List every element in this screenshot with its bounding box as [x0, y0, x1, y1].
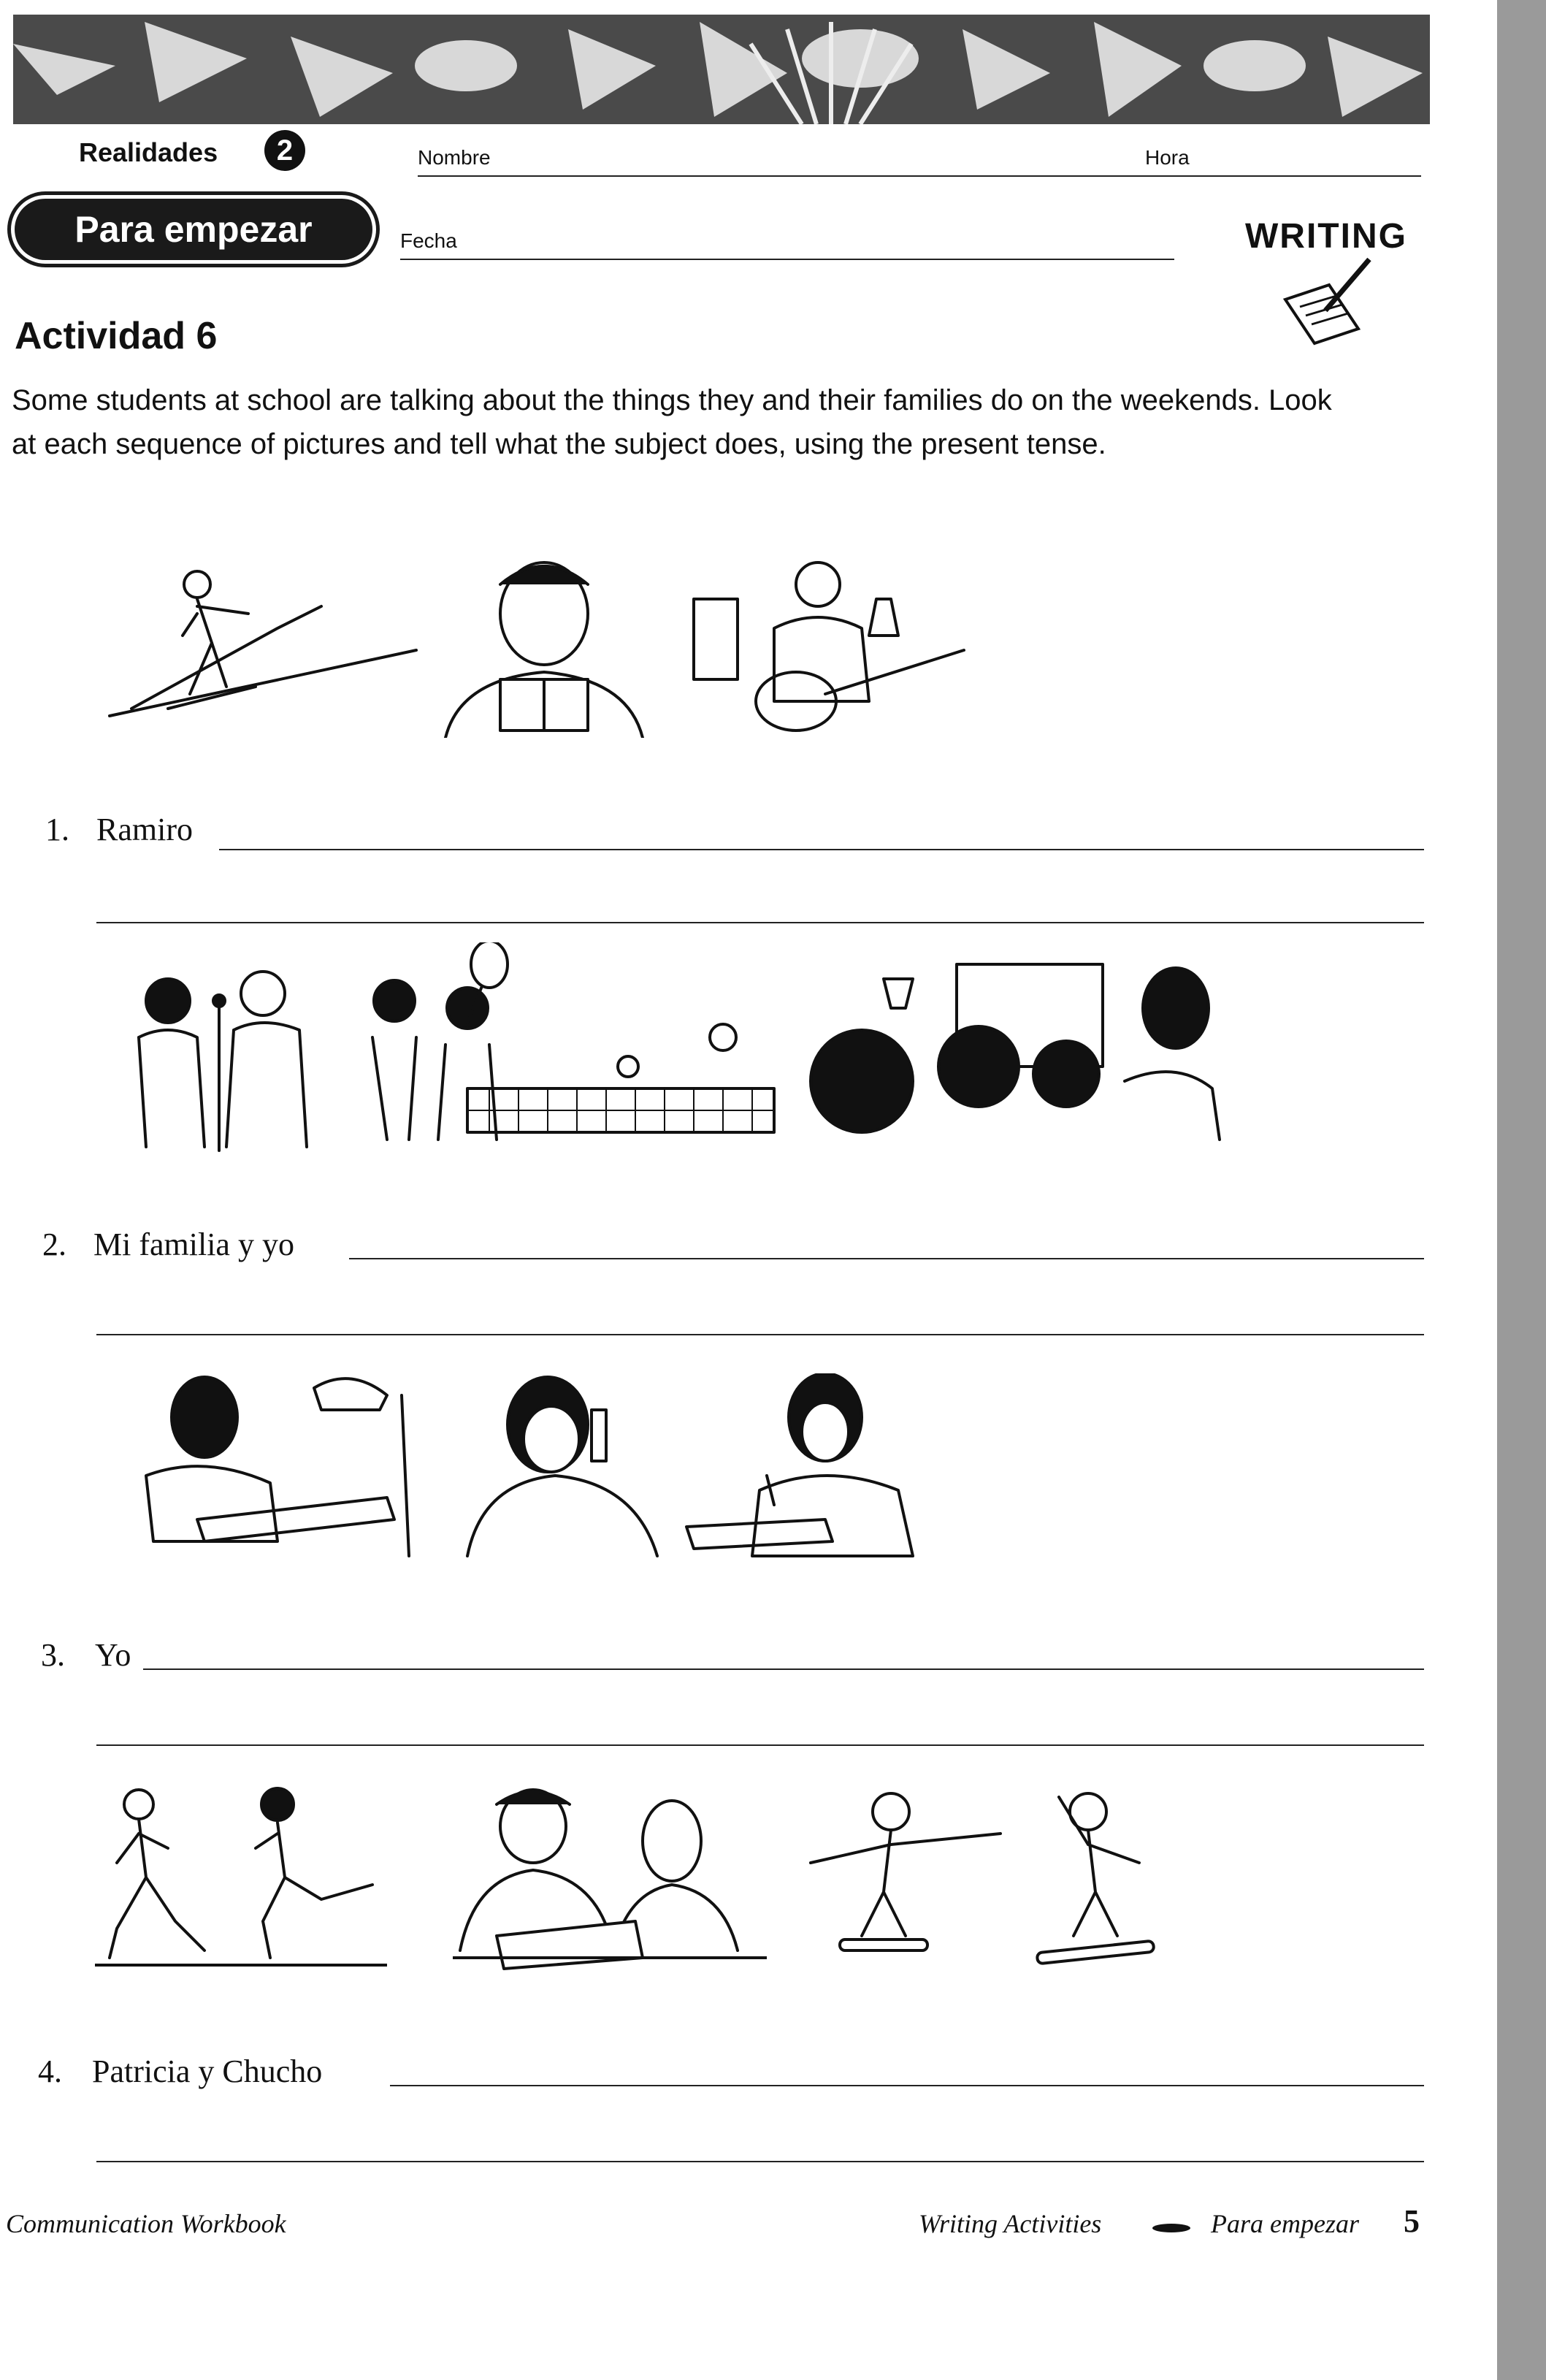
section-badge-label: Para empezar: [74, 209, 313, 250]
watching-tv-illustration: [803, 950, 1227, 1151]
answer-line[interactable]: [96, 922, 1424, 923]
question-subject: Ramiro: [96, 812, 193, 847]
fecha-field[interactable]: [400, 259, 1174, 260]
phone-illustration: [460, 1373, 665, 1567]
answer-line[interactable]: [219, 849, 1424, 850]
drawing-illustration: [110, 1373, 424, 1567]
question-number: 2.: [42, 1227, 66, 1262]
activity-title: Actividad 6: [15, 315, 218, 357]
book-title: Realidades: [79, 137, 218, 167]
answer-line[interactable]: [96, 2161, 1424, 2162]
writing-illustration: [679, 1373, 927, 1567]
answer-line[interactable]: [349, 1258, 1424, 1259]
question-subject: Mi familia y yo: [93, 1227, 294, 1262]
hora-field[interactable]: [1145, 175, 1421, 177]
activity-instructions: Some students at school are talking about the things they and their families do on the weekends. Look at each sequence of pictures and tell what the subject does, using the present tense.: [12, 384, 1332, 460]
skiing-illustration: [102, 562, 424, 741]
answer-line[interactable]: [96, 1744, 1424, 1746]
skateboarding-illustration: [796, 1782, 1176, 1976]
reading-magazine-illustration: [453, 1782, 767, 1976]
question-number: 3.: [41, 1637, 65, 1673]
answer-line[interactable]: [143, 1668, 1424, 1670]
question-subject: Yo: [95, 1637, 131, 1673]
pencil-paper-icon: [1278, 256, 1373, 354]
answer-line[interactable]: [390, 2085, 1424, 2086]
footer-subsection: Para empezar: [1211, 2209, 1359, 2238]
footer-book-title: Communication Workbook: [6, 2209, 286, 2238]
nombre-field[interactable]: [418, 175, 1155, 177]
answer-line[interactable]: [96, 1334, 1424, 1335]
level-badge: 2: [264, 130, 305, 171]
fecha-label: Fecha: [400, 229, 457, 252]
nombre-label: Nombre: [418, 146, 491, 169]
page-number: 5: [1404, 2203, 1420, 2239]
footer-section: Writing Activities: [919, 2209, 1102, 2238]
skill-label: WRITING: [1245, 217, 1407, 256]
running-illustration: [95, 1782, 387, 1976]
scan-edge: [1497, 0, 1546, 2380]
tennis-illustration: [343, 942, 781, 1151]
question-number: 4.: [38, 2053, 62, 2089]
hora-label: Hora: [1145, 146, 1190, 169]
decorative-banner: [13, 15, 1430, 124]
question-subject: Patricia y Chucho: [92, 2053, 323, 2089]
singing-illustration: [117, 957, 336, 1158]
footer-separator-icon: [1149, 2221, 1193, 2239]
guitar-illustration: [686, 555, 971, 749]
reading-illustration: [431, 555, 657, 741]
question-number: 1.: [45, 812, 69, 847]
